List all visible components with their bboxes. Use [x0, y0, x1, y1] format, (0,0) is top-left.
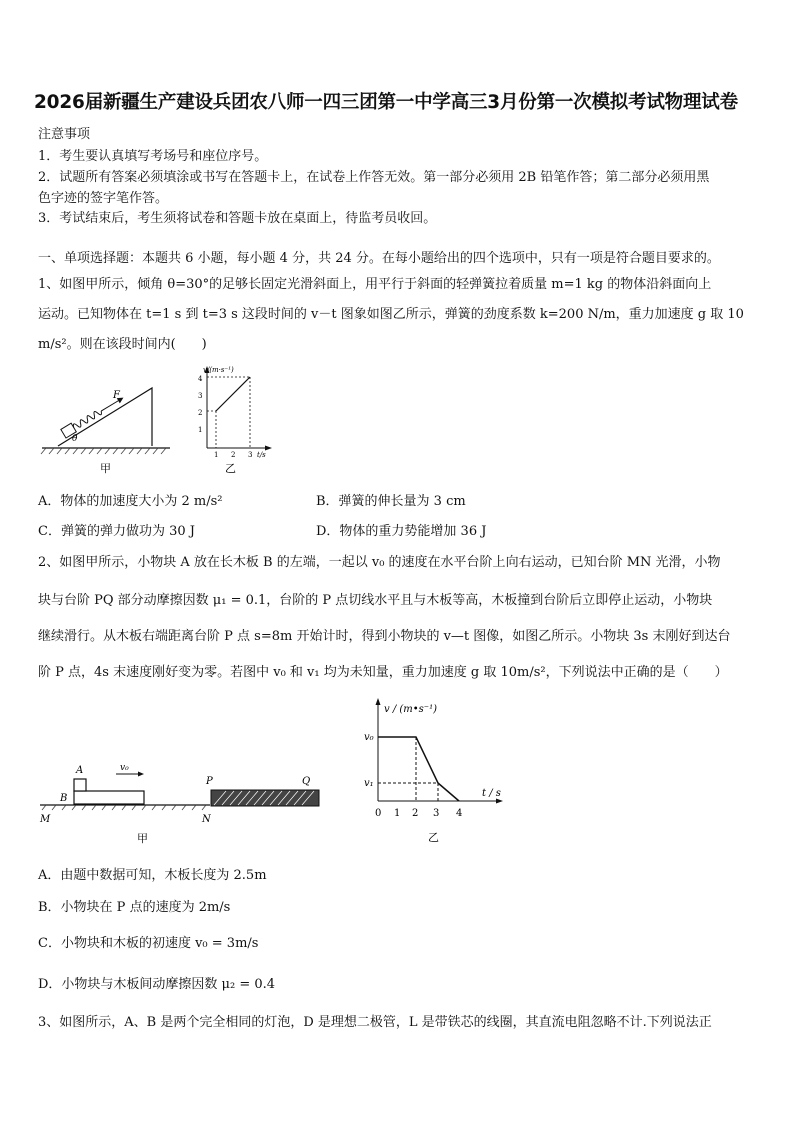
- q1-line-2: 运动。已知物体在 t=1 s 到 t=3 s 这段时间的 v－t 图象如图乙所示，弹簧的劲度系数 k=200 N/m，重力加速度 g 取 10: [38, 307, 744, 322]
- q2-figure-vt-graph: [358, 692, 518, 852]
- q1-figure-vt-graph: [195, 364, 280, 474]
- label-n: N: [202, 814, 211, 825]
- q2-y-axis-label: v / (m•s⁻¹): [384, 704, 437, 715]
- notice-item-2: 2．试题所有答案必须填涂或书写在答题卡上，在试卷上作答无效。第一部分必须用 2B 铅笔作答；第二部分必须用黑: [38, 170, 710, 185]
- q2-x-tick-3: 3: [433, 808, 440, 819]
- label-v0: v₀: [120, 763, 129, 773]
- q2-x-axis-label: t / s: [482, 788, 501, 799]
- q2-option-b[interactable]: B．小物块在 P 点的速度为 2m/s: [38, 900, 231, 915]
- q2-x-tick-2: 2: [412, 808, 419, 819]
- q1-y-axis-label: v/(m·s⁻¹): [203, 366, 234, 374]
- q2-line-1: 2、如图甲所示，小物块 A 放在长木板 B 的左端，一起以 v₀ 的速度在水平台阶上向右运动，已知台阶 MN 光滑，小物: [38, 555, 721, 570]
- label-a: A: [76, 765, 84, 776]
- q1-x-axis-label: t/s: [257, 451, 266, 459]
- q2-figure-board: [36, 758, 326, 848]
- q1-option-a[interactable]: A．物体的加速度大小为 2 m/s²: [38, 494, 223, 509]
- q2-line-2: 块与台阶 PQ 部分动摩擦因数 μ₁ = 0.1，台阶的 P 点切线水平且与木板等高，木板撞到台阶后立即停止运动，小物块: [38, 593, 713, 608]
- q1-fig-jia-caption: 甲: [100, 462, 111, 475]
- q1-line-1: 1、如图甲所示，倾角 θ=30°的足够长固定光滑斜面上，用平行于斜面的轻弹簧拉着质量 m=1 kg 的物体沿斜面向上: [38, 277, 712, 292]
- q2-x-tick-1: 1: [394, 808, 401, 819]
- q2-option-a[interactable]: A．由题中数据可知，木板长度为 2.5m: [38, 868, 267, 883]
- q2-y-label-v1: v₁: [364, 778, 374, 789]
- q1-y-tick-3: 3: [198, 392, 203, 400]
- label-m: M: [40, 814, 51, 825]
- q1-y-tick-4: 4: [198, 375, 203, 383]
- angle-label: θ: [72, 434, 78, 444]
- q2-y-label-v0: v₀: [364, 732, 374, 743]
- label-p: P: [206, 776, 213, 787]
- q2-option-d[interactable]: D．小物块与木板间动摩擦因数 μ₂ = 0.4: [38, 977, 276, 992]
- q1-y-tick-2: 2: [198, 409, 203, 417]
- q1-option-d[interactable]: D．物体的重力势能增加 36 J: [316, 524, 487, 539]
- page-title: 2026届新疆生产建设兵团农八师一四三团第一中学高三3月份第一次模拟考试物理试卷: [34, 92, 738, 113]
- q3-line-1: 3、如图所示，A、B 是两个完全相同的灯泡，D 是理想二极管，L 是带铁芯的线圈，其直流电阻忽略不计.下列说法正: [38, 1015, 712, 1030]
- q1-figure-incline: [38, 368, 178, 478]
- q2-line-4: 阶 P 点，4s 末速度刚好变为零。若图中 v₀ 和 v₁ 均为未知量，重力加速度 g 取 10m/s²，下列说法中正确的是（ ）: [38, 665, 728, 680]
- q1-x-tick-2: 2: [231, 451, 236, 459]
- notice-item-2-cont: 色字迹的签字笔作答。: [38, 191, 169, 206]
- q2-x-tick-4: 4: [456, 808, 463, 819]
- q1-option-c[interactable]: C．弹簧的弹力做功为 30 J: [38, 524, 195, 539]
- q2-x-tick-0: 0: [375, 808, 382, 819]
- q2-option-c[interactable]: C．小物块和木板的初速度 v₀ = 3m/s: [38, 936, 259, 951]
- q2-fig-jia-caption: 甲: [137, 832, 148, 845]
- q1-x-tick-1: 1: [214, 451, 219, 459]
- q1-fig-yi-caption: 乙: [225, 462, 236, 474]
- q1-option-b[interactable]: B．弹簧的伸长量为 3 cm: [316, 494, 466, 509]
- q1-x-tick-3: 3: [248, 451, 253, 459]
- notice-heading: 注意事项: [38, 127, 91, 142]
- notice-item-3: 3．考试结束后，考生须将试卷和答题卡放在桌面上，待监考员收回。: [38, 211, 437, 226]
- section-heading: 一、单项选择题：本题共 6 小题，每小题 4 分，共 24 分。在每小题给出的四个选项中，只有一项是符合题目要求的。: [38, 251, 720, 266]
- q1-y-tick-1: 1: [198, 426, 203, 434]
- q1-line-3: m/s²。则在该段时间内( ): [38, 337, 207, 352]
- notice-item-1: 1．考生要认真填写考场号和座位序号。: [38, 149, 268, 164]
- label-q: Q: [302, 776, 311, 787]
- force-label: F: [113, 390, 120, 401]
- q2-line-3: 继续滑行。从木板右端距离台阶 P 点 s=8m 开始计时，得到小物块的 v—t 图像，如图乙所示。小物块 3s 末刚好到达台: [38, 629, 731, 644]
- label-b: B: [60, 793, 68, 804]
- q2-fig-yi-caption: 乙: [428, 831, 439, 844]
